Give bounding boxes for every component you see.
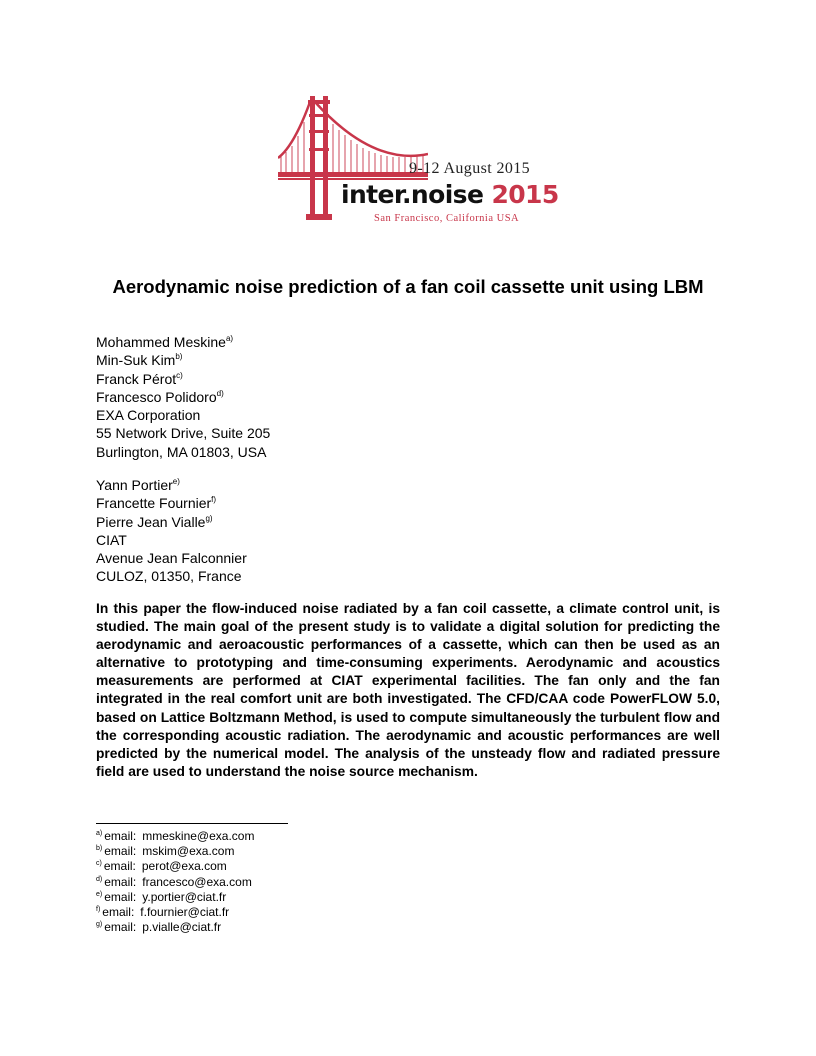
author-line: Min-Suk Kim$^{b)}$ <box>96 352 183 369</box>
conference-date: 9-12 August 2015 <box>409 160 531 177</box>
author-line: Franck Pérot$^{c)}$ <box>96 370 183 387</box>
email-link: mskim@exa.com <box>142 844 235 859</box>
affiliation-line: 55 Network Drive, Suite 205 <box>96 425 271 442</box>
email-link: mmeskine@exa.com <box>142 829 255 843</box>
footnote: $^{e)}$ email: y.portier@ciat.fr <box>96 889 227 904</box>
paper-title: Aerodynamic noise prediction of a fan coil cassette unit using LBM <box>112 276 704 297</box>
email-link: f.fournier@ciat.fr <box>140 905 230 920</box>
abstract: In this paper the flow-induced noise radiated by a fan coil cassette, a climate control unit, is studied. The main goal of the present study is to validate a digital solution for predicting the aerodynamic and aeroacoustic performances of a cassette, which can then be used as an alternative to prototyping and time-consuming experiments. Aerodynamic and acoustics measurements are performed at CIAT experimental facilities. The fan only and the fan integrated in the real comfort unit are both investigated. The CFD/CAA code PowerFLOW 5.0, based on Lattice Boltzmann Method, is used to compute simultaneously the turbulent flow and the corresponding acoustic radiation. The aerodynamic and acoustic performances are well predicted by the numerical model. The analysis of the unsteady flow and radiated pressure field are used to understand the noise source mechanism. <box>96 601 720 779</box>
footnote: $^{b)}$ email: mskim@exa.com <box>96 844 235 859</box>
email-link: y.portier@ciat.fr <box>142 889 227 904</box>
footnotes <box>96 829 254 935</box>
affiliation-line: Avenue Jean Falconnier <box>96 550 247 567</box>
author-line: Francette Fournier$^{f)}$ <box>96 495 217 512</box>
footnote-divider <box>96 823 288 824</box>
author-block-exa <box>96 333 270 461</box>
conference-name-text: inter.noise <box>341 180 484 209</box>
affiliation-line: CIAT <box>96 531 127 548</box>
footnote: $^{f)}$ email: f.fournier@ciat.fr <box>96 905 230 920</box>
author-block-ciat <box>96 476 247 586</box>
footnote: $^{a)}$ email: mmeskine@exa.com <box>96 829 255 843</box>
author-line: Yann Portier$^{e)}$ <box>96 477 180 493</box>
affiliation-line: EXA Corporation <box>96 407 201 424</box>
footnote: $^{g)}$ email: p.vialle@ciat.fr <box>96 920 222 935</box>
conference-logo <box>278 96 559 228</box>
email-link: perot@exa.com <box>141 859 227 874</box>
email-link: p.vialle@ciat.fr <box>142 920 222 935</box>
affiliation-line: Burlington, MA 01803, USA <box>96 443 267 460</box>
author-line: Francesco Polidoro$^{d)}$ <box>96 388 224 405</box>
author-line: Pierre Jean Vialle$^{g)}$ <box>96 513 213 530</box>
conference-year: 2015 <box>491 180 559 209</box>
email-link: francesco@exa.com <box>142 874 252 889</box>
conference-location: San Francisco, California USA <box>374 213 520 224</box>
affiliation-line: CULOZ, 01350, France <box>96 568 242 585</box>
author-line: Mohammed Meskine$^{a)}$ <box>96 334 234 350</box>
conference-name <box>341 180 559 209</box>
footnote: $^{c)}$ email: perot@exa.com <box>96 859 227 874</box>
footnote: $^{d)}$ email: francesco@exa.com <box>96 874 252 889</box>
